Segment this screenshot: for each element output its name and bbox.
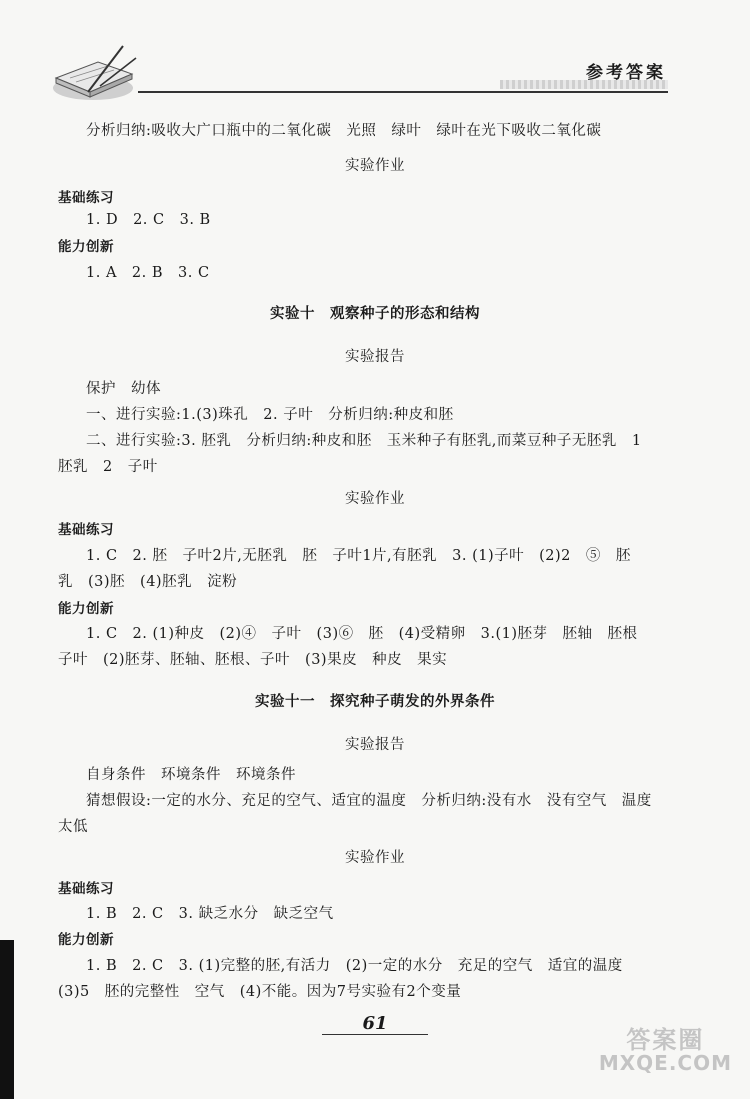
section-subheading: 实验报告 (345, 737, 405, 753)
answer-line: 二、进行实验:3. 胚乳 分析归纳:种皮和胚 玉米种子有胚乳,而菜豆种子无胚乳 1 (86, 433, 642, 449)
answer-line: 猜想假设:一定的水分、充足的空气、适宜的温度 分析归纳:没有水 没有空气 温度 (86, 793, 652, 809)
watermark-line2: MXQE.COM (598, 1051, 732, 1076)
watermark-line1: 答案圈 (626, 1026, 705, 1054)
answer-line: 1. A 2. B 3. C (86, 265, 210, 281)
section-subheading: 实验作业 (345, 158, 405, 174)
answer-line: 太低 (58, 819, 88, 835)
subsection-label: 能力创新 (58, 239, 114, 255)
section-subheading: 实验报告 (345, 349, 405, 365)
answer-line: 1. B 2. C 3. (1)完整的胚,有活力 (2)一定的水分 充足的空气 适宜的温度 (86, 958, 623, 974)
book-pen-logo-icon (48, 36, 138, 106)
experiment-title: 实验十一 探究种子萌发的外界条件 (255, 694, 495, 710)
subsection-label: 基础练习 (58, 522, 114, 538)
subsection-label: 基础练习 (58, 881, 114, 897)
section-subheading: 实验作业 (345, 850, 405, 866)
header-rule (138, 91, 668, 93)
section-subheading: 实验作业 (345, 491, 405, 507)
answer-line: 子叶 (2)胚芽、胚轴、胚根、子叶 (3)果皮 种皮 果实 (58, 652, 448, 668)
answer-line: 乳 (3)胚 (4)胚乳 淀粉 (58, 574, 238, 590)
subsection-label: 能力创新 (58, 601, 114, 617)
experiment-title: 实验十 观察种子的形态和结构 (270, 306, 480, 322)
answer-line: 自身条件 环境条件 环境条件 (86, 767, 296, 783)
subsection-label: 基础练习 (58, 190, 114, 206)
answer-line: 一、进行实验:1.(3)珠孔 2. 子叶 分析归纳:种皮和胚 (86, 407, 454, 423)
answer-line: 分析归纳:吸收大广口瓶中的二氧化碳 光照 绿叶 绿叶在光下吸收二氧化碳 (86, 123, 602, 139)
answer-line: (3)5 胚的完整性 空气 (4)不能。因为7号实验有2个变量 (58, 984, 462, 1000)
answer-line: 1. C 2. 胚 子叶2片,无胚乳 胚 子叶1片,有胚乳 3. (1)子叶 (2)2 ⑤ 胚 (86, 548, 631, 564)
answer-line: 1. B 2. C 3. 缺乏水分 缺乏空气 (86, 906, 334, 922)
subsection-label: 能力创新 (58, 932, 114, 948)
page-number-rule (322, 1034, 428, 1035)
answer-line: 胚乳 2 子叶 (58, 459, 158, 475)
answer-line: 1. D 2. C 3. B (86, 212, 211, 228)
answer-line: 保护 幼体 (86, 381, 161, 397)
header-title: 参考答案 (586, 63, 666, 83)
site-watermark (599, 1028, 732, 1074)
answer-line: 1. C 2. (1)种皮 (2)④ 子叶 (3)⑥ 胚 (4)受精卵 3.(1)胚芽 胚轴 胚根 (86, 626, 638, 642)
page-number: 61 (362, 1013, 388, 1034)
